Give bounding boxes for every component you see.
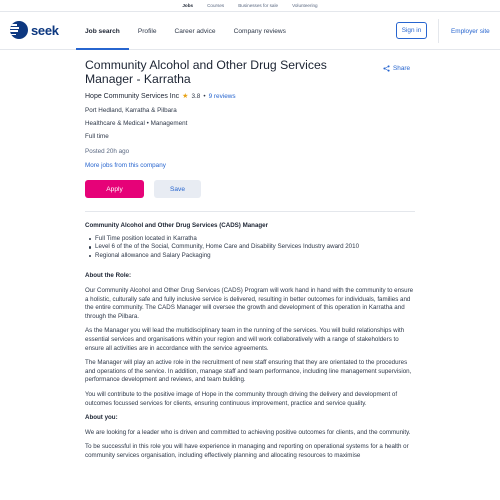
company-name[interactable]: Hope Community Services Inc	[85, 92, 180, 100]
top-links-bar	[0, 0, 500, 12]
company-rating: 3.8	[191, 92, 201, 100]
more-jobs-link[interactable]: More jobs from this company	[85, 162, 166, 169]
company-line	[85, 92, 415, 100]
about-role-heading: About the Role:	[85, 272, 132, 280]
sign-in-button[interactable]: Sign in	[396, 22, 427, 39]
highlights-list	[85, 235, 415, 261]
posted-date: Posted 20h ago	[85, 148, 130, 155]
nav-job-search[interactable]: Job search	[76, 12, 129, 50]
share-button[interactable]	[383, 65, 410, 72]
job-location: Port Hedland, Karratha & Pilbara	[85, 107, 177, 114]
main-nav	[76, 12, 295, 50]
about-you-paragraph: We are looking for a leader who is driven and committed to achieving positive outcomes for clients, and the community.	[85, 428, 411, 436]
about-you-heading: About you:	[85, 414, 118, 422]
job-description	[85, 222, 415, 460]
classification-separator: •	[146, 120, 151, 127]
share-label: Share	[393, 65, 411, 72]
share-icon	[383, 65, 390, 72]
description-paragraph: You will contribute to the positive image of Hope in the community through driving the delivery and development of outcomes focussed services for clients, ensuring continuous improvement, practice and service quality.	[85, 390, 398, 407]
classification-label: Healthcare & Medical	[85, 120, 145, 127]
list-item: Regional allowance and Salary Packaging	[89, 252, 415, 261]
nav-company-reviews[interactable]: Company reviews	[233, 27, 286, 35]
description-heading: Community Alcohol and Other Drug Services (CADS) Manager	[85, 222, 269, 229]
list-item: Full Time position located in Karratha	[89, 235, 415, 244]
nav-career-advice[interactable]: Career advice	[174, 27, 216, 35]
job-work-type: Full time	[85, 133, 109, 140]
seek-logo-icon	[10, 21, 28, 39]
about-you-paragraph: To be successful in this role you will have experience in managing and reporting on operational systems for a health or community services organisation, including effectively planning and allocating resources to maximise	[85, 443, 409, 459]
section-divider	[85, 211, 415, 212]
description-paragraph: The Manager will play an active role in the recruitment of new staff ensuring that they are orientated to the procedures and operations of the service. In addition, manage staff and team performance, including line management supervision, performance development and reviews, and team building.	[85, 359, 412, 384]
rating-separator: •	[203, 92, 206, 100]
job-classification	[85, 120, 415, 128]
job-actions	[85, 180, 415, 198]
nav-profile[interactable]: Profile	[137, 27, 157, 35]
top-link-courses[interactable]: Courses	[207, 3, 225, 8]
company-reviews-link[interactable]: 9 reviews	[208, 92, 236, 100]
description-paragraph: Our Community Alcohol and Other Drug Services (CADS) Program will work hand in hand with the community to ensure a holistic, culturally safe and fully inclusive service is delivered, resulting in better outcomes for individuals, families and the entire community. The CADS Manager will oversee the growth and development of this operation in Karratha and through the Pilbara.	[85, 286, 414, 320]
save-button[interactable]: Save	[154, 180, 201, 198]
top-link-jobs[interactable]: Jobs	[182, 3, 194, 8]
job-title: Community Alcohol and Other Drug Services Manager - Karratha	[85, 58, 327, 86]
list-item: Level 6 of the of the Social, Community, Home Care and Disability Services Industry award 2010	[89, 243, 415, 252]
star-icon: ★	[182, 93, 189, 100]
site-header	[0, 12, 500, 50]
subclassification-label: Management	[150, 120, 188, 127]
header-divider	[438, 19, 439, 43]
apply-button[interactable]: Apply	[85, 180, 144, 198]
job-details	[85, 58, 415, 466]
employer-site-link[interactable]: Employer site	[451, 28, 490, 35]
description-paragraph: As the Manager you will lead the multidisciplinary team in the running of the services. You will build relationships with essential services and organisations within your region and will work collaboratively with a range of stakeholders to ensure all activities are in accordance with the service agreements.	[85, 327, 405, 352]
seek-logo[interactable]	[10, 21, 59, 39]
seek-logo-text: seek	[31, 22, 59, 38]
top-link-businesses[interactable]: Businesses for sale	[238, 3, 279, 8]
top-link-volunteering[interactable]: Volunteering	[292, 3, 318, 8]
